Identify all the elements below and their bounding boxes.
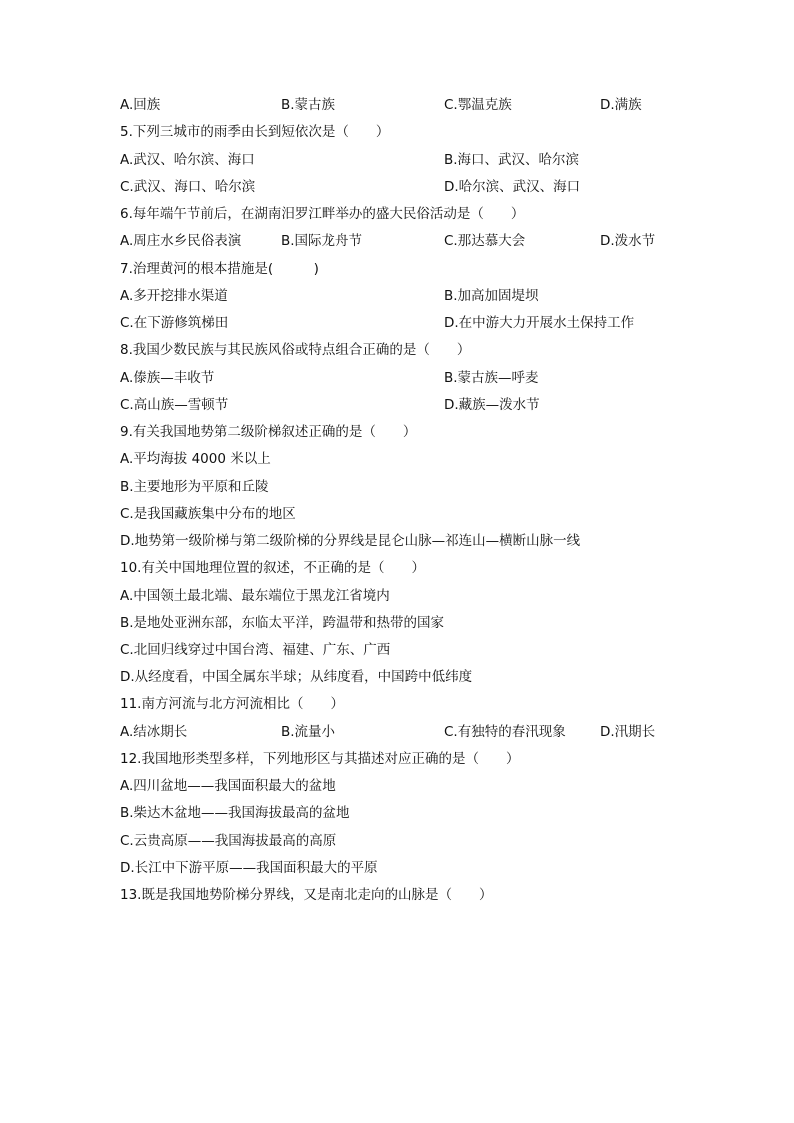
q7-option-a: A.多开挖排水渠道	[120, 288, 228, 304]
q4-option-b: B.蒙古族	[281, 97, 336, 113]
q5-option-c: C.武汉、海口、哈尔滨	[120, 179, 256, 195]
q11-option-b: B.流量小	[281, 724, 336, 740]
q12-option-d: D.长江中下游平原——我国面积最大的平原	[120, 860, 378, 876]
q7-option-d: D.在中游大力开展水土保持工作	[444, 315, 635, 331]
q11-stem: 11.南方河流与北方河流相比（ ）	[120, 696, 344, 712]
q11-option-c: C.有独特的春汛现象	[444, 724, 566, 740]
q11-option-d: D.汛期长	[600, 724, 656, 740]
q5-option-d: D.哈尔滨、武汉、海口	[444, 179, 581, 195]
q6-option-a: A.周庄水乡民俗表演	[120, 233, 242, 249]
q8-stem: 8.我国少数民族与其民族风俗或特点组合正确的是（ ）	[120, 342, 471, 358]
q12-stem: 12.我国地形类型多样，下列地形区与其描述对应正确的是（ ）	[120, 751, 520, 767]
q10-option-c: C.北回归线穿过中国台湾、福建、广东、广西	[120, 642, 391, 658]
q8-option-c: C.高山族—雪顿节	[120, 397, 229, 413]
q10-option-a: A.中国领土最北端、最东端位于黑龙江省境内	[120, 588, 390, 604]
q10-option-b: B.是地处亚洲东部，东临太平洋，跨温带和热带的国家	[120, 615, 445, 631]
q4-option-d: D.满族	[600, 97, 642, 113]
q9-option-a: A.平均海拔 4000 米以上	[120, 451, 271, 467]
q6-stem: 6.每年端午节前后，在湖南汨罗江畔举办的盛大民俗活动是（ ）	[120, 206, 525, 222]
q6-option-c: C.那达慕大会	[444, 233, 526, 249]
q5-option-a: A.武汉、哈尔滨、海口	[120, 152, 255, 168]
q6-option-d: D.泼水节	[600, 233, 656, 249]
q8-option-b: B.蒙古族—呼麦	[444, 370, 539, 386]
q12-option-c: C.云贵高原——我国海拔最高的高原	[120, 833, 337, 849]
q8-option-d: D.藏族—泼水节	[444, 397, 540, 413]
q9-option-c: C.是我国藏族集中分布的地区	[120, 506, 296, 522]
q7-option-b: B.加高加固堤坝	[444, 288, 539, 304]
q9-option-d: D.地势第一级阶梯与第二级阶梯的分界线是昆仑山脉—祁连山—横断山脉一线	[120, 533, 581, 549]
q9-option-b: B.主要地形为平原和丘陵	[120, 479, 269, 495]
q6-option-b: B.国际龙舟节	[281, 233, 363, 249]
q4-option-c: C.鄂温克族	[444, 97, 512, 113]
q4-option-a: A.回族	[120, 97, 161, 113]
q13-stem: 13.既是我国地势阶梯分界线，又是南北走向的山脉是（ ）	[120, 887, 493, 903]
q12-option-a: A.四川盆地——我国面积最大的盆地	[120, 778, 336, 794]
q10-stem: 10.有关中国地理位置的叙述，不正确的是（ ）	[120, 560, 425, 576]
q8-option-a: A.傣族—丰收节	[120, 370, 215, 386]
q9-stem: 9.有关我国地势第二级阶梯叙述正确的是（ ）	[120, 424, 417, 440]
q11-option-a: A.结冰期长	[120, 724, 188, 740]
q12-option-b: B.柴达木盆地——我国海拔最高的盆地	[120, 805, 350, 821]
q7-option-c: C.在下游修筑梯田	[120, 315, 229, 331]
q10-option-d: D.从经度看，中国全属东半球；从纬度看，中国跨中低纬度	[120, 669, 473, 685]
q5-option-b: B.海口、武汉、哈尔滨	[444, 152, 580, 168]
q7-stem: 7.治理黄河的根本措施是( )	[120, 261, 319, 277]
q5-stem: 5.下列三城市的雨季由长到短依次是（ ）	[120, 124, 390, 140]
